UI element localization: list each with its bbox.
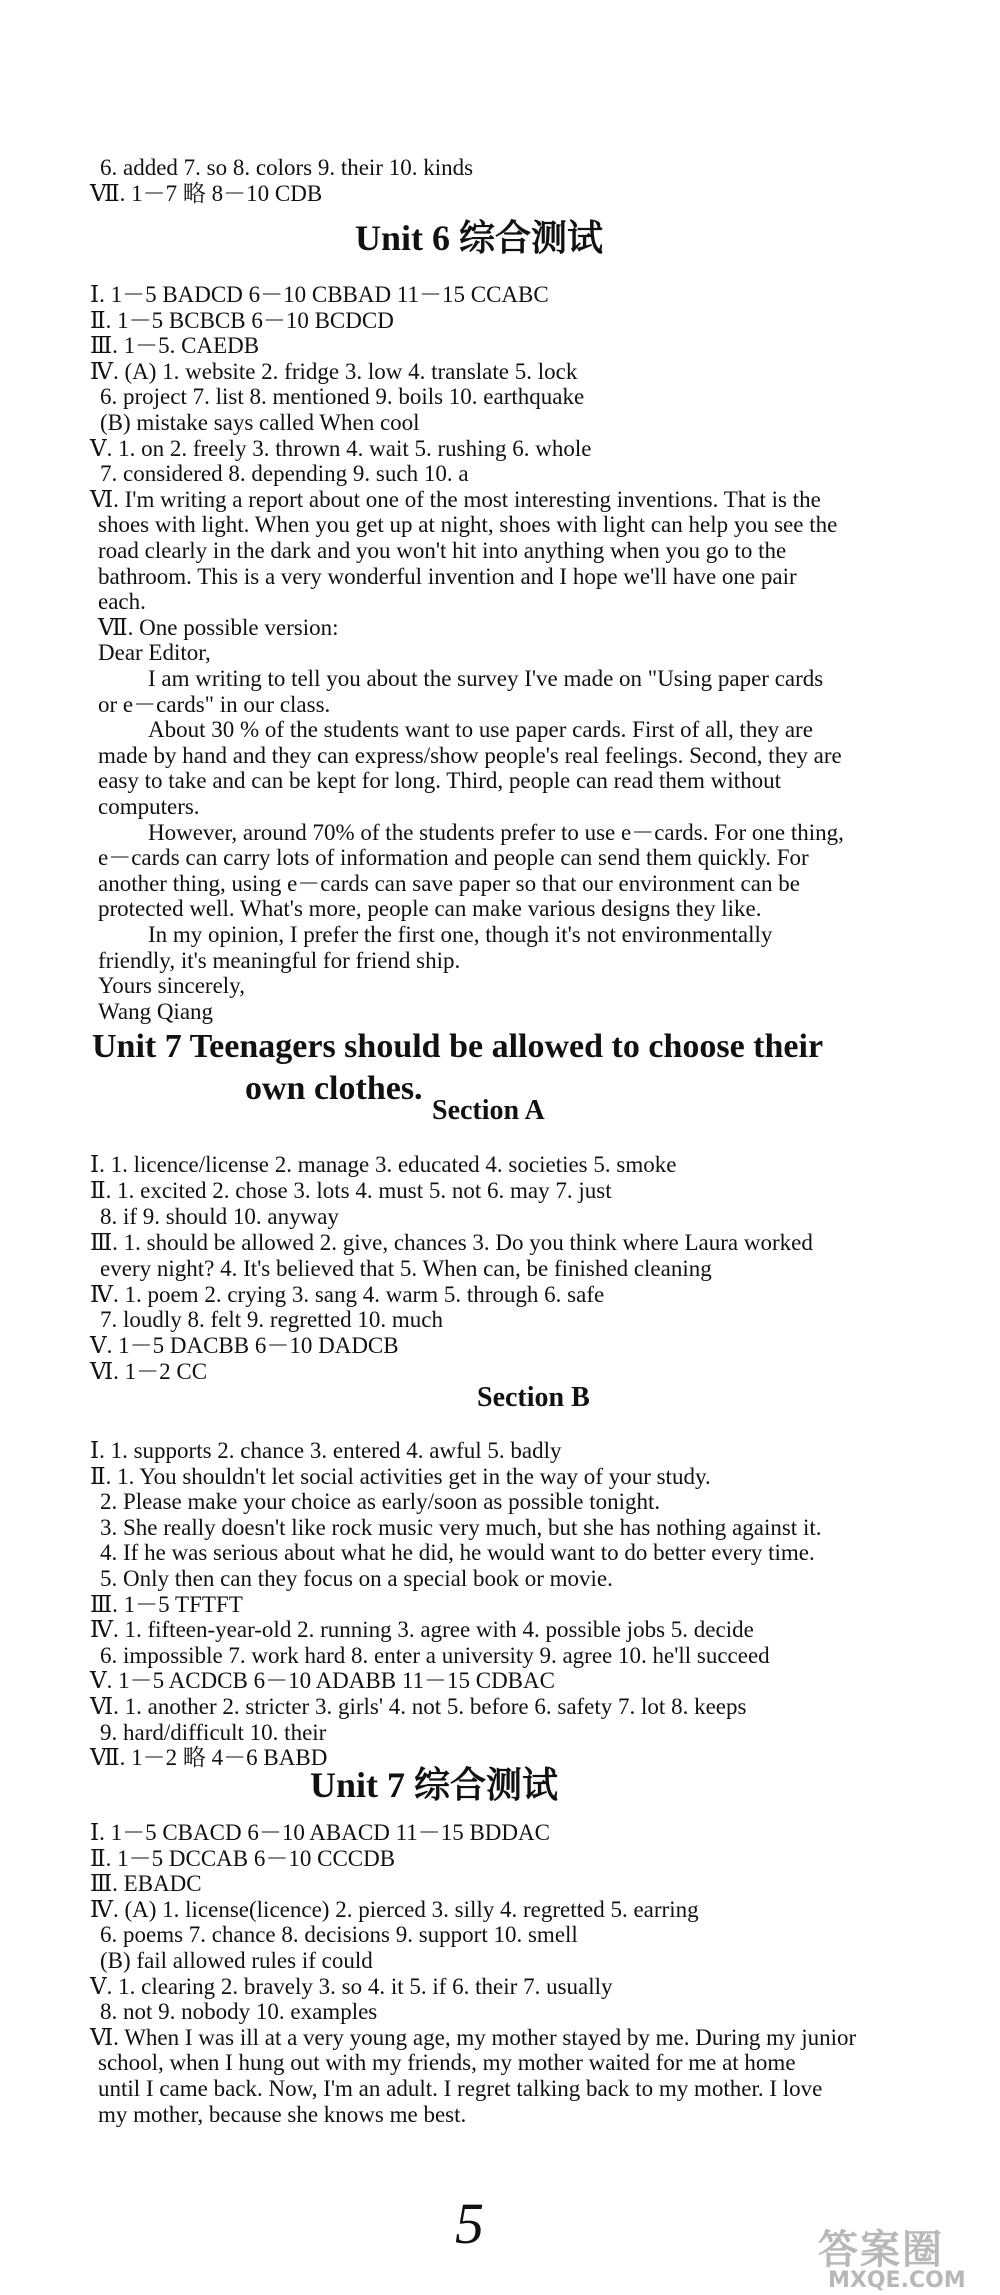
answer-line: 6. poems 7. chance 8. decisions 9. support 10. smell [100,1922,578,1948]
answer-line: 9. hard/difficult 10. their [100,1719,327,1745]
answer-line: my mother, because she knows me best. [98,2101,467,2127]
answer-line: Ⅶ. One possible version: [98,614,339,640]
answer-line: (B) fail allowed rules if could [100,1948,373,1973]
answer-line: 7. considered 8. depending 9. such 10. a [100,461,469,487]
answer-line: (B) mistake says called When cool [100,410,420,435]
answer-line: I am writing to tell you about the survey I've made on "Using paper cards [148,666,824,691]
answer-line: or e－cards" in our class. [98,691,331,717]
answer-line: Ⅱ. 1－5 BCBCB 6－10 BCDCD [90,307,394,333]
answer-line: road clearly in the dark and you won't hit into anything when you go to the [98,538,787,563]
answer-line: Yours sincerely, [98,973,245,999]
answer-line: Ⅲ. EBADC [90,1871,202,1897]
answer-line: Ⅲ. 1－5. CAEDB [90,333,260,359]
answer-line: school, when I hung out with my friends, my mother waited for me at home [98,2050,796,2076]
answer-line: 6. project 7. list 8. mentioned 9. boils 10. earthquake [100,384,585,410]
answer-line: Ⅳ. (A) 1. license(licence) 2. pierced 3. silly 4. regretted 5. earring [90,1896,699,1922]
answer-line: Ⅵ. I'm writing a report about one of the most interesting inventions. That is the [90,486,821,512]
answer-line: Ⅱ. 1. excited 2. chose 3. lots 4. must 5. not 6. may 7. just [90,1177,612,1203]
answer-line: 4. If he was serious about what he did, he would want to do better every time. [100,1540,815,1566]
answer-line: About 30 % of the students want to use paper cards. First of all, they are [148,717,813,743]
answer-line: 6. impossible 7. work hard 8. enter a university 9. agree 10. he'll succeed [100,1642,770,1668]
section-b-title: Section B [477,1382,590,1413]
answer-line: Ⅰ. 1－5 CBACD 6－10 ABACD 11－15 BDDAC [90,1820,550,1845]
answer-line: 5. Only then can they focus on a special book or movie. [100,1566,613,1591]
answer-line: easy to take and can be kept for long. Third, people can read them without [98,768,781,794]
answer-line: Dear Editor, [98,640,211,666]
page-number: 5 [455,2191,484,2256]
answer-line: Ⅱ. 1. You shouldn't let social activities get in the way of your study. [90,1463,711,1489]
answer-line: Wang Qiang [98,998,214,1024]
answer-line: computers. [98,794,200,819]
answer-line: Ⅰ. 1－5 BADCD 6－10 CBBAD 11－15 CCABC [90,282,549,307]
answer-line: 6. added 7. so 8. colors 9. their 10. kinds [100,155,474,180]
answer-line: Ⅴ. 1－5 DACBB 6－10 DADCB [90,1333,399,1359]
answer-line: made by hand and they can express/show people's real feelings. Second, they are [98,742,842,768]
answer-line: Ⅲ. 1. should be allowed 2. give, chances 3. Do you think where Laura worked [90,1229,813,1255]
answer-line: until I came back. Now, I'm an adult. I regret talking back to my mother. I love [98,2076,823,2101]
answer-line: friendly, it's meaningful for friend ship. [98,947,461,973]
answer-line: bathroom. This is a very wonderful invention and I hope we'll have one pair [98,563,797,589]
answer-line: shoes with light. When you get up at night, shoes with light can help you see the [98,512,838,538]
answer-line: Ⅵ. When I was ill at a very young age, my mother stayed by me. During my junior [90,2024,857,2050]
answer-line: e－cards can carry lots of information and people can send them quickly. For [98,845,809,871]
answer-line: 8. if 9. should 10. anyway [100,1203,339,1229]
answer-line: Ⅰ. 1. licence/license 2. manage 3. educated 4. societies 5. smoke [90,1152,677,1177]
answer-line: 8. not 9. nobody 10. examples [100,1999,378,2025]
answer-line: Ⅶ. 1－7 略 8－10 CDB [90,181,323,206]
answer-line: each. [98,589,146,615]
answer-line: protected well. What's more, people can make various designs they like. [98,896,762,922]
answer-line: Ⅱ. 1－5 DCCAB 6－10 CCCDB [90,1845,396,1871]
answer-line: Ⅶ. 1－2 略 4－6 BABD [90,1745,328,1771]
section-a-title: Section A [432,1095,545,1126]
unit7-test-title: Unit 7 综合测试 [310,1765,559,1805]
answer-line: However, around 70% of the students prefer to use e－cards. For one thing, [148,819,844,845]
unit6-test-title: Unit 6 综合测试 [355,218,604,258]
watermark-logo [818,2218,996,2292]
answer-line: another thing, using e－cards can save paper so that our environment can be [98,870,800,896]
answer-line: 2. Please make your choice as early/soon as possible tonight. [100,1489,661,1515]
watermark-badge: 答案圈 [818,2227,944,2273]
answer-line: Ⅳ. (A) 1. website 2. fridge 3. low 4. translate 5. lock [90,358,578,384]
watermark-site: MXQE.COM [828,2268,966,2293]
answer-line: 7. loudly 8. felt 9. regretted 10. much [100,1307,444,1333]
answer-line: Ⅴ. 1. clearing 2. bravely 3. so 4. it 5. if 6. their 7. usually [90,1973,613,1999]
answer-line: 3. She really doesn't like rock music very much, but she has nothing against it. [100,1514,822,1540]
answer-line: Ⅲ. 1－5 TFTFT [90,1591,243,1617]
answer-line: In my opinion, I prefer the first one, though it's not environmentally [148,922,773,947]
unit7-title-cont: own clothes. [245,1070,423,1107]
answer-line: Ⅵ. 1. another 2. stricter 3. girls' 4. not 5. before 6. safety 7. lot 8. keeps [90,1694,747,1719]
answer-line: Ⅴ. 1. on 2. freely 3. thrown 4. wait 5. rushing 6. whole [90,435,592,461]
answer-line: every night? 4. It's believed that 5. When can, be finished cleaning [100,1255,712,1281]
answer-line: Ⅵ. 1－2 CC [90,1359,208,1385]
answer-line: Ⅳ. 1. fifteen-year-old 2. running 3. agree with 4. possible jobs 5. decide [90,1617,754,1643]
answer-line: Ⅴ. 1－5 ACDCB 6－10 ADABB 11－15 CDBAC [90,1668,555,1694]
unit7-title: Unit 7 Teenagers should be allowed to choose their [92,1028,824,1065]
answer-line: Ⅳ. 1. poem 2. crying 3. sang 4. warm 5. through 6. safe [90,1281,605,1307]
answer-line: Ⅰ. 1. supports 2. chance 3. entered 4. awful 5. badly [90,1438,562,1463]
